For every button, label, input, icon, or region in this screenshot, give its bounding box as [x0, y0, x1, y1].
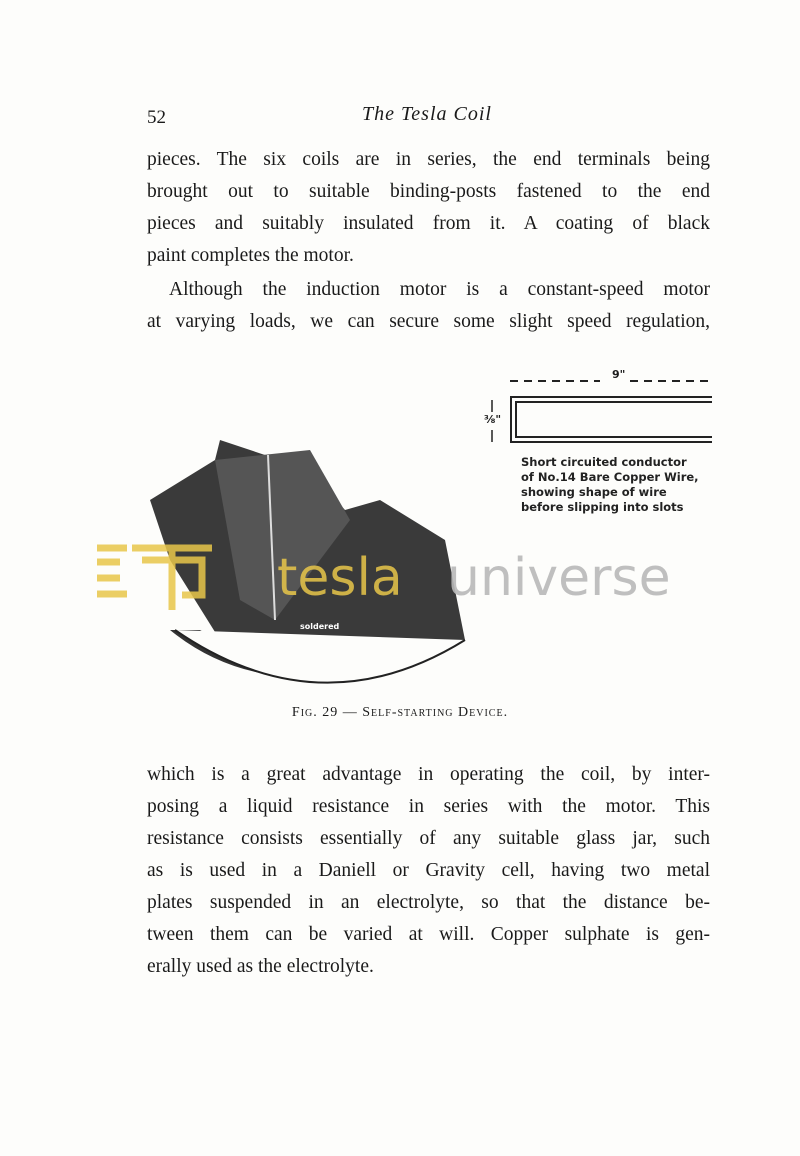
- paragraph-3: [147, 759, 710, 983]
- running-title: The Tesla Coil: [362, 103, 492, 125]
- dimension-length-label: 9": [612, 368, 626, 381]
- text-line: tween them can be varied at will. Copper sulphate is gen-: [147, 924, 710, 945]
- text-line: erally used as the electrolyte.: [147, 956, 374, 977]
- dimension-width-label: ⅜": [484, 413, 502, 426]
- text-line: pieces. The six coils are in series, the end terminals being: [147, 149, 710, 170]
- annotation-line: of No.14 Bare Copper Wire,: [521, 470, 699, 484]
- wire-diagram: [492, 381, 712, 442]
- watermark-logo-icon: [97, 548, 212, 610]
- text-line: pieces and suitably insulated from it. A coating of black: [147, 213, 710, 234]
- page-number: 52: [147, 107, 166, 128]
- text-line: posing a liquid resistance in series with the motor. This: [147, 796, 710, 817]
- soldered-label: soldered: [300, 622, 340, 631]
- tesla-universe-watermark: [92, 540, 712, 620]
- text-line: plates suspended in an electrolyte, so that the distance be-: [147, 892, 710, 913]
- annotation-line: before slipping into slots: [521, 500, 684, 514]
- figure-annotation: [521, 455, 699, 515]
- text-line: resistance consists essentially of any suitable glass jar, such: [147, 828, 710, 849]
- text-line: as is used in a Daniell or Gravity cell, having two metal: [147, 860, 710, 881]
- watermark-text-tesla: tesla: [277, 548, 403, 608]
- text-line: which is a great advantage in operating the coil, by inter-: [147, 764, 710, 785]
- text-line: at varying loads, we can secure some slight speed regulation,: [147, 311, 710, 332]
- text-line: brought out to suitable binding-posts fastened to the end: [147, 181, 710, 202]
- figure-caption: Fig. 29 — Self-starting Device.: [291, 705, 509, 720]
- watermark-text-universe: universe: [447, 548, 671, 608]
- text-line: paint completes the motor.: [147, 245, 354, 266]
- text-line: Although the induction motor is a constant-speed motor: [169, 279, 710, 300]
- annotation-line: showing shape of wire: [521, 485, 667, 499]
- annotation-line: Short circuited conductor: [521, 455, 687, 469]
